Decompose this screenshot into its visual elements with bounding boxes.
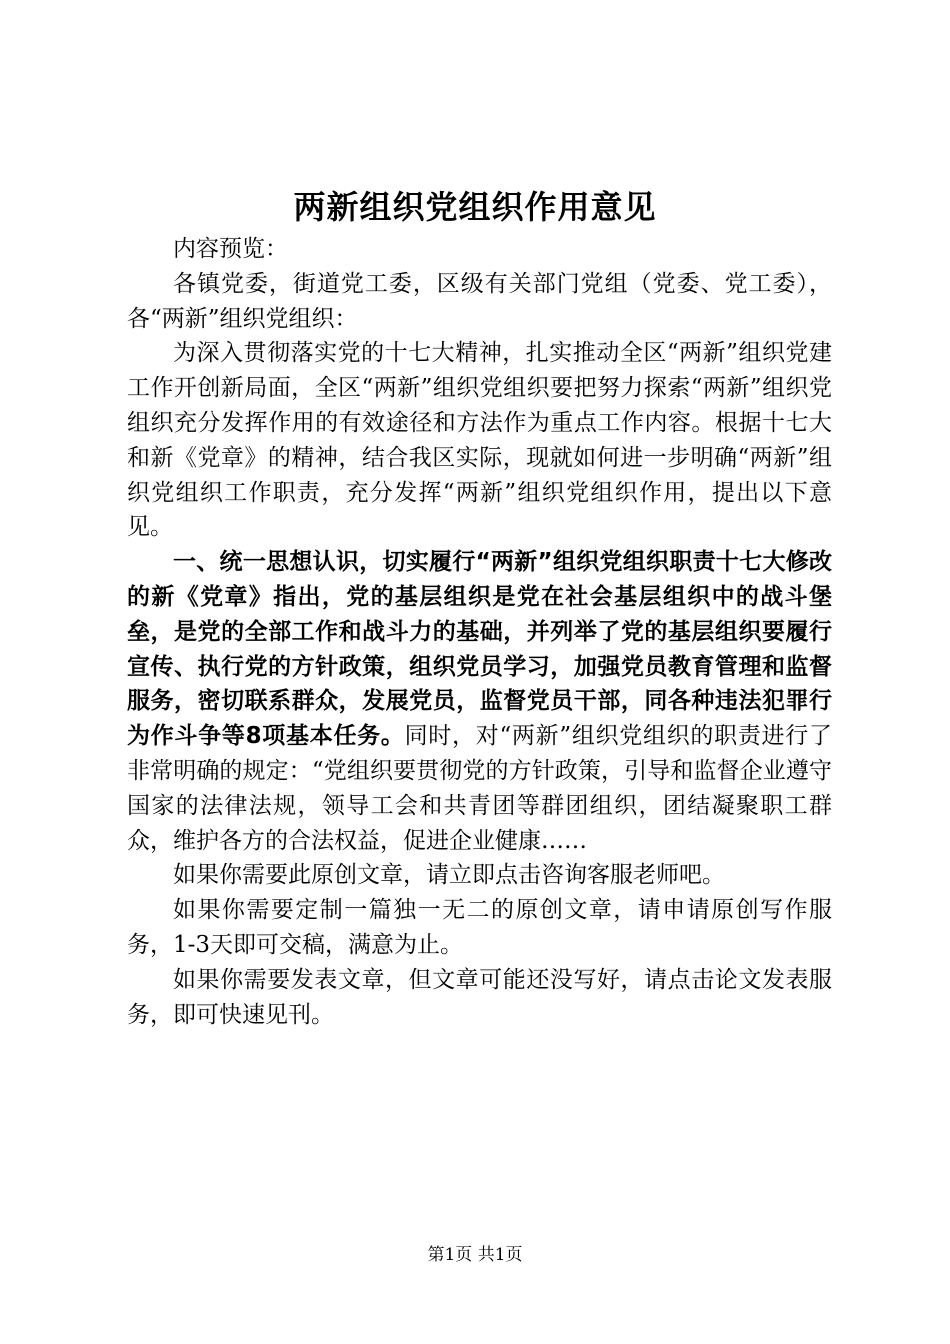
document-body (127, 232, 832, 1032)
preview-label: 内容预览： (173, 236, 288, 262)
document-title: 两新组织党组织作用意见 (293, 188, 657, 226)
page-footer: 第1页 共1页 (427, 1245, 523, 1265)
intro-paragraph: 为深入贯彻落实党的十七大精神，扎实推动全区“两新”组织党建工作开创新局面，全区“两新”组织党组织要把努力探索“两新”组织党组织充分发挥作用的有效途径和方法作为重点工作内容。根据十七大和新《党章》的精神，结合我区实际，现就如何进一步明确“两新”组织党组织工作职责，充分发挥“两新”组织党组织作用，提出以下意见。 (127, 340, 832, 541)
salutation-paragraph: 各镇党委，街道党工委，区级有关部门党组（党委、党工委），各“两新”组织党组织： (127, 270, 832, 332)
section-1-bold-text: 一、统一思想认识，切实履行“两新”组织党组织职责十七大修改的新《党章》指出，党的基层组织是党在社会基层组织中的战斗堡垒，是党的全部工作和战斗力的基础，并列举了党的基层组织要履行宣传、执行党的方针政策，组织党员学习，加强党员教育管理和监督服务，密切联系群众，发展党员，监督党员干部，同各种违法犯罪行为作斗争等8项基本任务。 (127, 549, 832, 750)
section-1-paragraph (127, 545, 832, 858)
section-1-plain-text: 同时，对“两新”组织党组织的职责进行了非常明确的规定：“党组织要贯彻党的方针政策，引导和监督企业遵守国家的法律法规，领导工会和共青团等群团组织，团结凝聚职工群众，维护各方的合法权益，促进企业健康…… (127, 723, 832, 854)
promo-paragraph-consult: 如果你需要此原创文章，请立即点击咨询客服老师吧。 (173, 862, 725, 889)
promo-paragraph-publishing: 如果你需要发表文章，但文章可能还没写好，请点击论文发表服务，即可快速见刊。 (127, 966, 832, 1028)
promo-paragraph-custom-writing: 如果你需要定制一篇独一无二的原创文章，请申请原创写作服务，1-3天即可交稿，满意为止。 (127, 897, 832, 958)
